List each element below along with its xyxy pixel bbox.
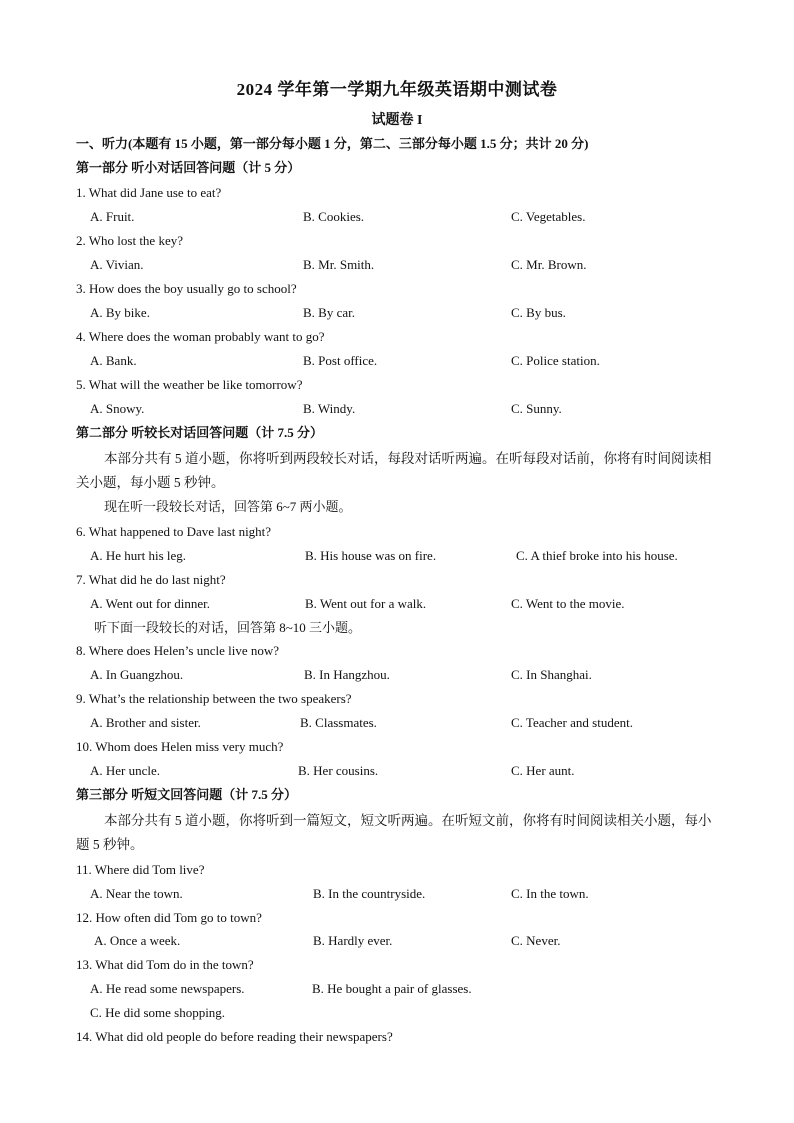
question-9: 9. What’s the relationship between the two speakers? (76, 691, 352, 706)
question-4: 4. Where does the woman probably want to go? (76, 329, 325, 344)
option-3a: A. By bike. (90, 305, 150, 320)
question-7: 7. What did he do last night? (76, 572, 226, 587)
question-11: 11. Where did Tom live? (76, 862, 205, 877)
option-1c: C. Vegetables. (511, 209, 586, 224)
question-6: 6. What happened to Dave last night? (76, 524, 272, 539)
option-12a: A. Once a week. (94, 933, 181, 948)
option-6c: C. A thief broke into his house. (516, 548, 678, 563)
option-10b: B. Her cousins. (298, 763, 379, 778)
question-8: 8. Where does Helen’s uncle live now? (76, 643, 279, 658)
option-8c: C. In Shanghai. (511, 667, 592, 682)
question-10: 10. Whom does Helen miss very much? (76, 739, 284, 754)
question-14: 14. What did old people do before reading their newspapers? (76, 1029, 393, 1044)
part2-instructions: 本部分共有 5 道小题，你将听到两段较长对话，每段对话听两遍。在听每段对话前，你将有时间阅读相关小题，每小题 5 秒钟。 (76, 451, 712, 490)
option-12b: B. Hardly ever. (313, 933, 393, 948)
option-5b: B. Windy. (303, 401, 356, 416)
question-2: 2. Who lost the key? (76, 233, 183, 248)
part3-instructions: 本部分共有 5 道小题，你将听到一篇短文，短文听两遍。在听短文前，你将有时间阅读相关小题，每小题 5 秒钟。 (76, 813, 712, 852)
exam-subtitle: 试题卷 I (371, 113, 423, 128)
question-12: 12. How often did Tom go to town? (76, 910, 262, 925)
part1-heading: 第一部分 听小对话回答问题（计 5 分） (76, 160, 301, 175)
question-3: 3. How does the boy usually go to school? (76, 281, 297, 296)
part2-heading: 第二部分 听较长对话回答问题（计 7.5 分） (76, 425, 324, 440)
part2-note-2: 听下面一段较长的对话，回答第 8~10 三小题。 (94, 620, 362, 635)
option-6b: B. His house was on fire. (305, 548, 437, 563)
option-7b: B. Went out for a walk. (305, 596, 427, 611)
question-1: 1. What did Jane use to eat? (76, 185, 222, 200)
option-5a: A. Snowy. (90, 401, 145, 416)
section-heading: 一、听力(本题有 15 小题，第一部分每小题 1 分，第二、三部分每小题 1.5 分；共计 20 分) (76, 136, 589, 151)
option-9a: A. Brother and sister. (90, 715, 201, 730)
option-9b: B. Classmates. (300, 715, 377, 730)
option-9c: C. Teacher and student. (511, 715, 633, 730)
part2-note-1: 现在听一段较长对话，回答第 6~7 两小题。 (104, 499, 352, 514)
option-4a: A. Bank. (90, 353, 137, 368)
option-1b: B. Cookies. (303, 209, 365, 224)
option-11a: A. Near the town. (90, 886, 183, 901)
option-7a: A. Went out for dinner. (90, 596, 211, 611)
option-8b: B. In Hangzhou. (304, 667, 390, 682)
question-13: 13. What did Tom do in the town? (76, 957, 254, 972)
exam-title: 2024 学年第一学期九年级英语期中测试卷 (236, 80, 558, 99)
option-11b: B. In the countryside. (313, 886, 426, 901)
option-2b: B. Mr. Smith. (303, 257, 375, 272)
question-5: 5. What will the weather be like tomorrow? (76, 377, 303, 392)
option-3c: C. By bus. (511, 305, 566, 320)
part3-heading: 第三部分 听短文回答问题（计 7.5 分） (76, 787, 298, 802)
option-8a: A. In Guangzhou. (90, 667, 184, 682)
option-2c: C. Mr. Brown. (511, 257, 587, 272)
option-11c: C. In the town. (511, 886, 589, 901)
option-13c: C. He did some shopping. (90, 1005, 226, 1020)
option-2a: A. Vivian. (90, 257, 144, 272)
option-5c: C. Sunny. (511, 401, 562, 416)
option-4b: B. Post office. (303, 353, 378, 368)
option-1a: A. Fruit. (90, 209, 135, 224)
option-13b: B. He bought a pair of glasses. (312, 981, 472, 996)
option-10a: A. Her uncle. (90, 763, 161, 778)
option-7c: C. Went to the movie. (511, 596, 625, 611)
option-3b: B. By car. (303, 305, 355, 320)
option-10c: C. Her aunt. (511, 763, 575, 778)
option-13a: A. He read some newspapers. (90, 981, 245, 996)
option-6a: A. He hurt his leg. (90, 548, 187, 563)
option-4c: C. Police station. (511, 353, 600, 368)
option-12c: C. Never. (511, 933, 561, 948)
